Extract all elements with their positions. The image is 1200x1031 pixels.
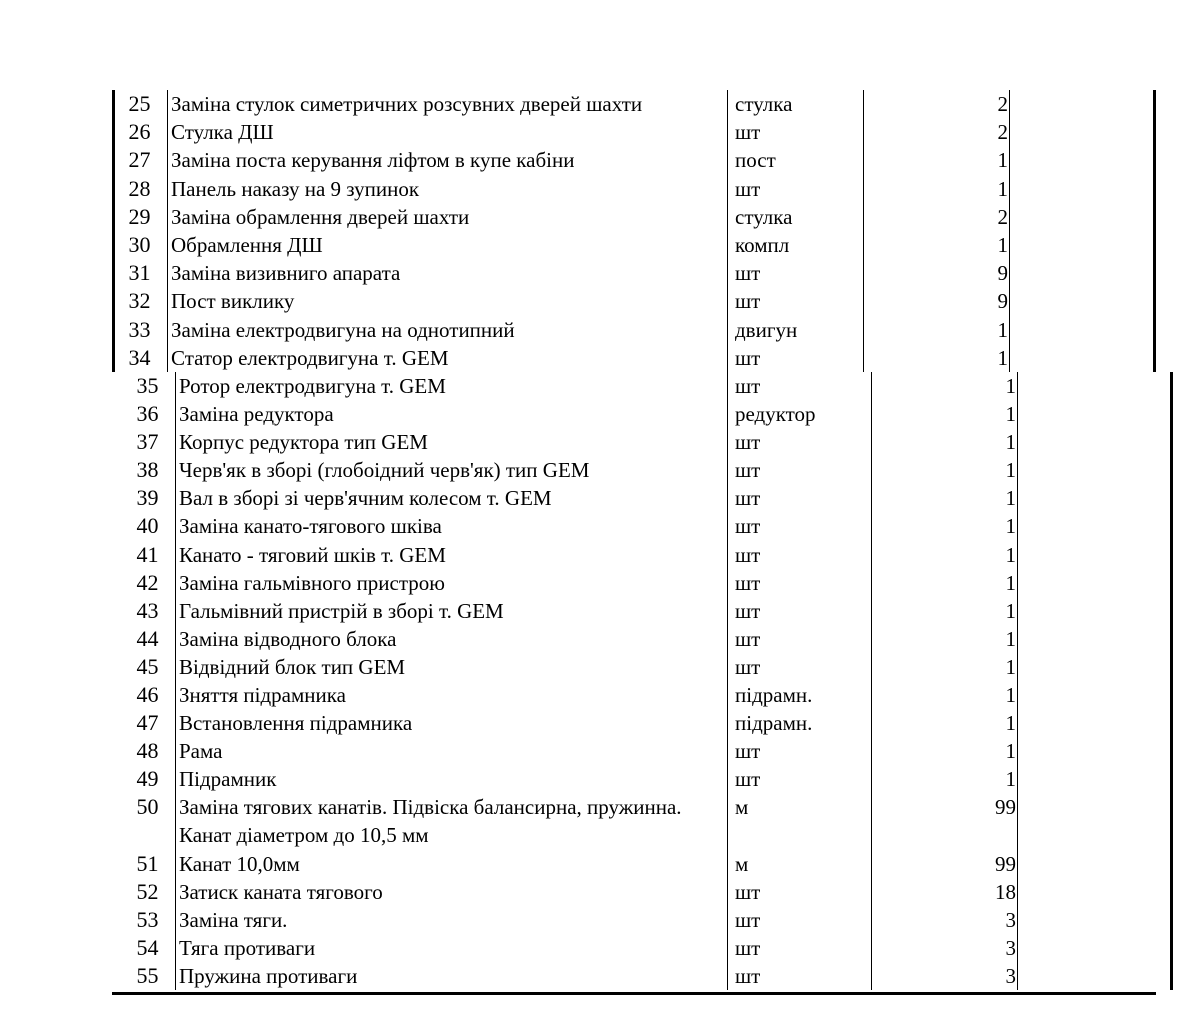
table-row xyxy=(120,400,1173,428)
table-row xyxy=(112,175,1156,203)
row-number: 31 xyxy=(128,260,151,286)
row-unit: стулка xyxy=(735,204,793,229)
row-number: 53 xyxy=(136,906,159,932)
column-divider xyxy=(167,90,168,372)
row-description: Рама xyxy=(179,739,223,764)
row-quantity: 1 xyxy=(1005,486,1016,511)
row-number: 51 xyxy=(136,850,159,876)
row-quantity: 2 xyxy=(997,204,1008,229)
row-quantity: 1 xyxy=(997,345,1008,370)
table-border-right xyxy=(1153,90,1156,372)
row-number: 54 xyxy=(136,934,159,960)
row-description: Заміна стулок симетричних розсувних дверей шахти xyxy=(171,92,643,116)
row-number: 35 xyxy=(136,373,159,398)
table-row xyxy=(112,259,1156,287)
row-unit: шт xyxy=(735,289,761,314)
row-number: 43 xyxy=(136,597,159,623)
table-row xyxy=(120,934,1173,962)
row-unit: компл xyxy=(735,232,790,257)
row-quantity: 99 xyxy=(995,795,1016,820)
table-row xyxy=(120,793,1173,849)
row-quantity: 1 xyxy=(1005,514,1016,539)
row-quantity: 1 xyxy=(1005,374,1016,398)
estimate-table-bottom xyxy=(120,372,1173,990)
row-description: Обрамлення ДШ xyxy=(171,232,323,257)
row-quantity: 1 xyxy=(1005,542,1016,567)
table-row xyxy=(112,231,1156,259)
row-quantity: 3 xyxy=(1005,907,1016,932)
row-unit: підрамн. xyxy=(735,711,813,736)
row-quantity: 9 xyxy=(997,289,1008,314)
row-number: 46 xyxy=(136,682,159,708)
row-description: Черв'як в зборі (глобоідний черв'як) тип GEM xyxy=(179,458,590,483)
table-row xyxy=(120,512,1173,540)
table-row xyxy=(112,287,1156,315)
row-description: Канато - тяговий шків т. GEM xyxy=(179,542,446,567)
rows-bottom xyxy=(120,372,1173,990)
row-unit: двигун xyxy=(735,317,798,342)
row-quantity: 1 xyxy=(997,148,1008,173)
row-unit: шт xyxy=(735,486,761,511)
row-number: 27 xyxy=(128,147,151,173)
table-row xyxy=(120,541,1173,569)
row-description: Заміна гальмівного пристрою xyxy=(179,570,445,595)
row-description: Статор електродвигуна т. GEM xyxy=(171,345,449,370)
row-quantity: 1 xyxy=(1005,767,1016,792)
row-description: Заміна електродвигуна на однотипний xyxy=(171,317,515,342)
row-quantity: 99 xyxy=(995,851,1016,876)
row-number: 39 xyxy=(136,485,159,511)
row-unit: пост xyxy=(735,148,776,173)
column-divider xyxy=(727,90,728,372)
table-row xyxy=(120,484,1173,512)
row-quantity: 1 xyxy=(1005,458,1016,483)
row-number: 42 xyxy=(136,569,159,595)
row-quantity: 1 xyxy=(1005,598,1016,623)
row-quantity: 1 xyxy=(1005,402,1016,427)
row-number: 28 xyxy=(128,175,151,201)
table-row xyxy=(112,316,1156,344)
row-unit: стулка xyxy=(735,92,793,116)
table-row xyxy=(112,203,1156,231)
table-row xyxy=(120,653,1173,681)
row-quantity: 3 xyxy=(1005,935,1016,960)
row-unit: шт xyxy=(735,570,761,595)
row-unit: шт xyxy=(735,626,761,651)
row-unit: підрамн. xyxy=(735,683,813,708)
rows-top xyxy=(112,90,1156,372)
row-unit: шт xyxy=(735,514,761,539)
row-description: Заміна відводного блока xyxy=(179,626,397,651)
table-row xyxy=(120,737,1173,765)
table-row xyxy=(120,878,1173,906)
table-border-left xyxy=(112,90,115,372)
row-description: Канат 10,0мм xyxy=(179,851,300,876)
row-description: Пост виклику xyxy=(171,289,295,314)
row-number: 47 xyxy=(136,710,159,736)
table-row xyxy=(112,90,1156,118)
row-unit: шт xyxy=(735,935,761,960)
table-row xyxy=(120,681,1173,709)
column-divider xyxy=(175,372,176,990)
row-number: 55 xyxy=(136,962,159,988)
row-quantity: 1 xyxy=(1005,626,1016,651)
row-quantity: 2 xyxy=(997,92,1008,116)
row-unit: шт xyxy=(735,345,761,370)
row-unit: шт xyxy=(735,598,761,623)
row-quantity: 1 xyxy=(1005,711,1016,736)
table-bottom-border xyxy=(112,992,1156,995)
row-description: Відвідний блок тип GEM xyxy=(179,654,406,679)
row-number: 30 xyxy=(128,231,151,257)
row-unit: шт xyxy=(735,739,761,764)
row-description: Заміна поста керування ліфтом в купе кабіни xyxy=(171,148,575,173)
row-number: 26 xyxy=(128,119,151,145)
table-row xyxy=(112,344,1156,372)
row-unit: шт xyxy=(735,654,761,679)
row-number: 49 xyxy=(136,766,159,792)
row-number: 32 xyxy=(128,288,151,314)
row-unit: шт xyxy=(735,879,761,904)
row-quantity: 1 xyxy=(997,317,1008,342)
row-quantity: 1 xyxy=(1005,570,1016,595)
row-quantity: 1 xyxy=(1005,654,1016,679)
table-row xyxy=(120,625,1173,653)
row-description: Заміна тяги. xyxy=(179,907,288,932)
row-unit: шт xyxy=(735,176,761,201)
row-quantity: 1 xyxy=(1005,683,1016,708)
row-number: 45 xyxy=(136,653,159,679)
column-divider xyxy=(1009,90,1010,372)
row-description: Встановлення підрамника xyxy=(179,711,413,736)
row-quantity: 3 xyxy=(1005,963,1016,988)
column-divider xyxy=(727,372,728,990)
row-number: 44 xyxy=(136,625,159,651)
row-description: Заміна визивниго апарата xyxy=(171,261,401,286)
row-description: Підрамник xyxy=(179,767,277,792)
row-unit: шт xyxy=(735,963,761,988)
row-quantity: 1 xyxy=(1005,739,1016,764)
row-number: 36 xyxy=(136,401,159,427)
row-number: 50 xyxy=(136,794,159,820)
row-unit: шт xyxy=(735,542,761,567)
row-quantity: 9 xyxy=(997,261,1008,286)
row-quantity: 1 xyxy=(1005,430,1016,455)
column-divider xyxy=(863,90,864,372)
table-row xyxy=(120,765,1173,793)
row-description: Тяга противаги xyxy=(179,935,316,960)
column-divider xyxy=(1017,372,1018,990)
row-description: Стулка ДШ xyxy=(171,120,274,145)
row-number: 29 xyxy=(128,203,151,229)
table-row xyxy=(112,146,1156,174)
row-number: 25 xyxy=(128,91,151,116)
row-number: 34 xyxy=(128,344,151,370)
row-description: Ротор електродвигуна т. GEM xyxy=(179,374,446,398)
row-description: Заміна канато-тягового шківа xyxy=(179,514,442,539)
row-number: 33 xyxy=(128,316,151,342)
table-row xyxy=(120,456,1173,484)
row-description: Зняття підрамника xyxy=(179,683,346,708)
row-unit: шт xyxy=(735,767,761,792)
row-unit: м xyxy=(735,851,749,876)
row-description: Затиск каната тягового xyxy=(179,879,383,904)
row-unit: шт xyxy=(735,458,761,483)
row-unit: редуктор xyxy=(735,402,816,427)
row-number: 41 xyxy=(136,541,159,567)
table-row xyxy=(112,118,1156,146)
table-row xyxy=(120,709,1173,737)
row-number: 40 xyxy=(136,513,159,539)
row-description: Заміна тягових канатів. Підвіска балансирна, пружинна. Канат діаметром до 10,5 мм xyxy=(179,795,682,848)
row-unit: шт xyxy=(735,261,761,286)
row-unit: шт xyxy=(735,430,761,455)
estimate-table-top xyxy=(112,90,1156,372)
row-description: Заміна обрамлення дверей шахти xyxy=(171,204,470,229)
row-unit: шт xyxy=(735,374,761,398)
row-quantity: 2 xyxy=(997,120,1008,145)
row-unit: шт xyxy=(735,907,761,932)
row-quantity: 18 xyxy=(995,879,1016,904)
table-row xyxy=(120,569,1173,597)
row-unit: шт xyxy=(735,120,761,145)
table-row xyxy=(120,428,1173,456)
row-number: 48 xyxy=(136,738,159,764)
row-description: Пружина противаги xyxy=(179,963,358,988)
table-row xyxy=(120,906,1173,934)
row-number: 37 xyxy=(136,429,159,455)
table-row xyxy=(120,597,1173,625)
row-description: Заміна редуктора xyxy=(179,402,334,427)
table-row xyxy=(120,850,1173,878)
row-quantity: 1 xyxy=(997,232,1008,257)
table-row xyxy=(120,962,1173,990)
row-number: 38 xyxy=(136,457,159,483)
row-description: Вал в зборі зі черв'ячним колесом т. GEM xyxy=(179,486,552,511)
row-description: Панель наказу на 9 зупинок xyxy=(171,176,420,201)
row-description: Гальмівний пристрій в зборі т. GEM xyxy=(179,598,504,623)
row-description: Корпус редуктора тип GEM xyxy=(179,430,428,455)
row-number: 52 xyxy=(136,878,159,904)
column-divider xyxy=(871,372,872,990)
row-quantity: 1 xyxy=(997,176,1008,201)
table-row xyxy=(120,372,1173,400)
table-border-right xyxy=(1170,372,1173,990)
row-unit: м xyxy=(735,795,749,820)
